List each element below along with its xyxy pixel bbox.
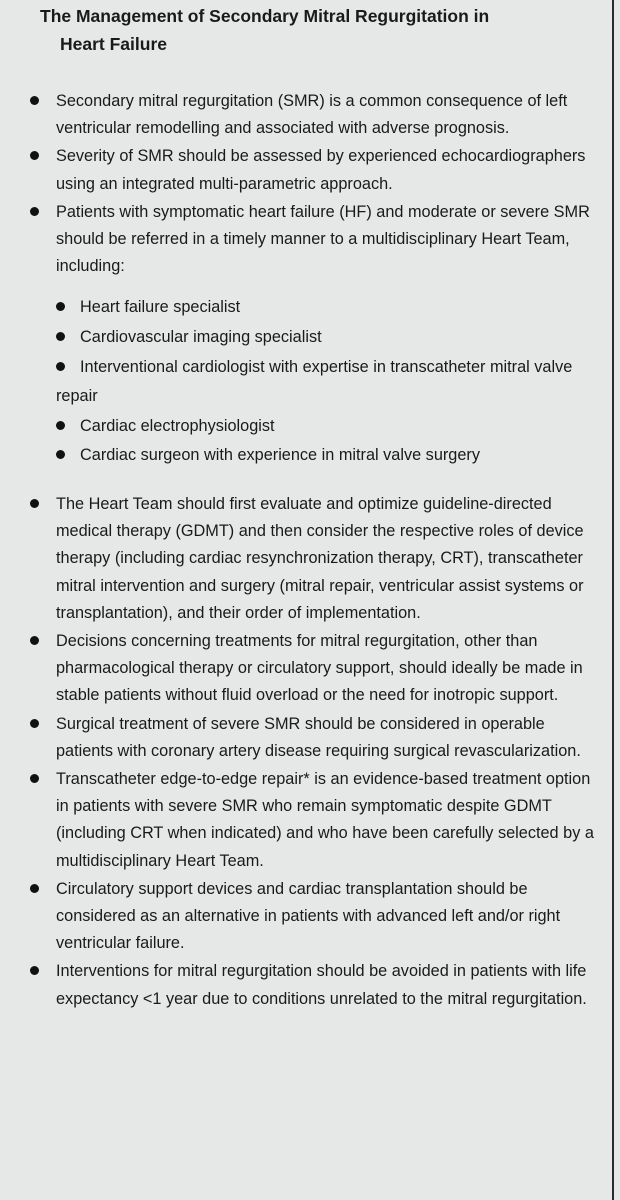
list-item xyxy=(22,491,602,627)
bullet-text: Patients with symptomatic heart failure (HF) and moderate or severe SMR should be referred in a timely manner to a multidisciplinary Heart Team, including: xyxy=(56,202,590,276)
team-member-text: Cardiac electrophysiologist xyxy=(80,416,275,435)
bullet-text: Severity of SMR should be assessed by experienced echocardiographers using an integrated multi-parametric approach. xyxy=(56,147,586,193)
bullet-text: Surgical treatment of severe SMR should be considered in operable patients with coronary artery disease requiring surgical revascularization. xyxy=(56,714,581,760)
bullet-text: Secondary mitral regurgitation (SMR) is a common consequence of left ventricular remodelling and associated with adverse prognosis. xyxy=(56,92,568,138)
box-border-rule xyxy=(612,0,614,1200)
bullet-icon xyxy=(56,332,65,341)
bullet-icon xyxy=(56,302,65,311)
list-item xyxy=(22,88,602,142)
team-member-text: Interventional cardiologist with expertise in transcatheter mitral valve repair xyxy=(56,357,573,406)
list-item xyxy=(22,766,602,875)
title-line-1: The Management of Secondary Mitral Regurgitation in xyxy=(40,6,490,26)
team-member-item xyxy=(56,353,602,412)
list-item xyxy=(22,958,602,1012)
bullet-text: Decisions concerning treatments for mitral regurgitation, other than pharmacological therapy or circulatory support, should ideally be made in stable patients without fluid overload or the need for inotropic support. xyxy=(56,632,583,705)
heart-team-members-list xyxy=(56,293,602,471)
bullet-text: Interventions for mitral regurgitation should be avoided in patients with life expectancy <1 year due to conditions unrelated to the mitral regurgitation. xyxy=(56,962,587,1008)
recommendation-list xyxy=(22,88,602,1013)
team-member-item xyxy=(56,323,602,353)
bullet-text: Circulatory support devices and cardiac transplantation should be considered as an alternative in patients with advanced left and/or right ventricular failure. xyxy=(56,879,561,953)
list-item xyxy=(22,143,602,197)
list-item xyxy=(22,628,602,710)
list-item xyxy=(22,199,602,471)
bullet-icon xyxy=(56,450,65,459)
bullet-icon xyxy=(56,362,65,371)
title-line-2: Heart Failure xyxy=(60,34,167,54)
page-title xyxy=(22,0,602,58)
team-member-item xyxy=(56,412,602,442)
team-member-item xyxy=(56,441,602,471)
bullet-icon xyxy=(56,421,65,430)
team-member-item xyxy=(56,293,602,323)
bullet-text: Transcatheter edge-to-edge repair* is an evidence-based treatment option in patients with severe SMR who remain symptomatic despite GDMT (including CRT when indicated) and who have been carefully selected by a multidisciplinary Heart Team. xyxy=(56,770,594,870)
team-member-text: Cardiac surgeon with experience in mitral valve surgery xyxy=(80,446,480,465)
team-member-text: Heart failure specialist xyxy=(80,298,241,317)
team-member-text: Cardiovascular imaging specialist xyxy=(80,328,322,347)
bullet-text: The Heart Team should first evaluate and optimize guideline-directed medical therapy (GDMT) and then consider the respective roles of device therapy (including cardiac resynchronization therapy, CRT), transcatheter mitral intervention and surgery (mitral repair, ventricular assist systems or transplantation), and their order of implementation. xyxy=(56,494,584,622)
list-item xyxy=(22,876,602,958)
list-item xyxy=(22,711,602,765)
